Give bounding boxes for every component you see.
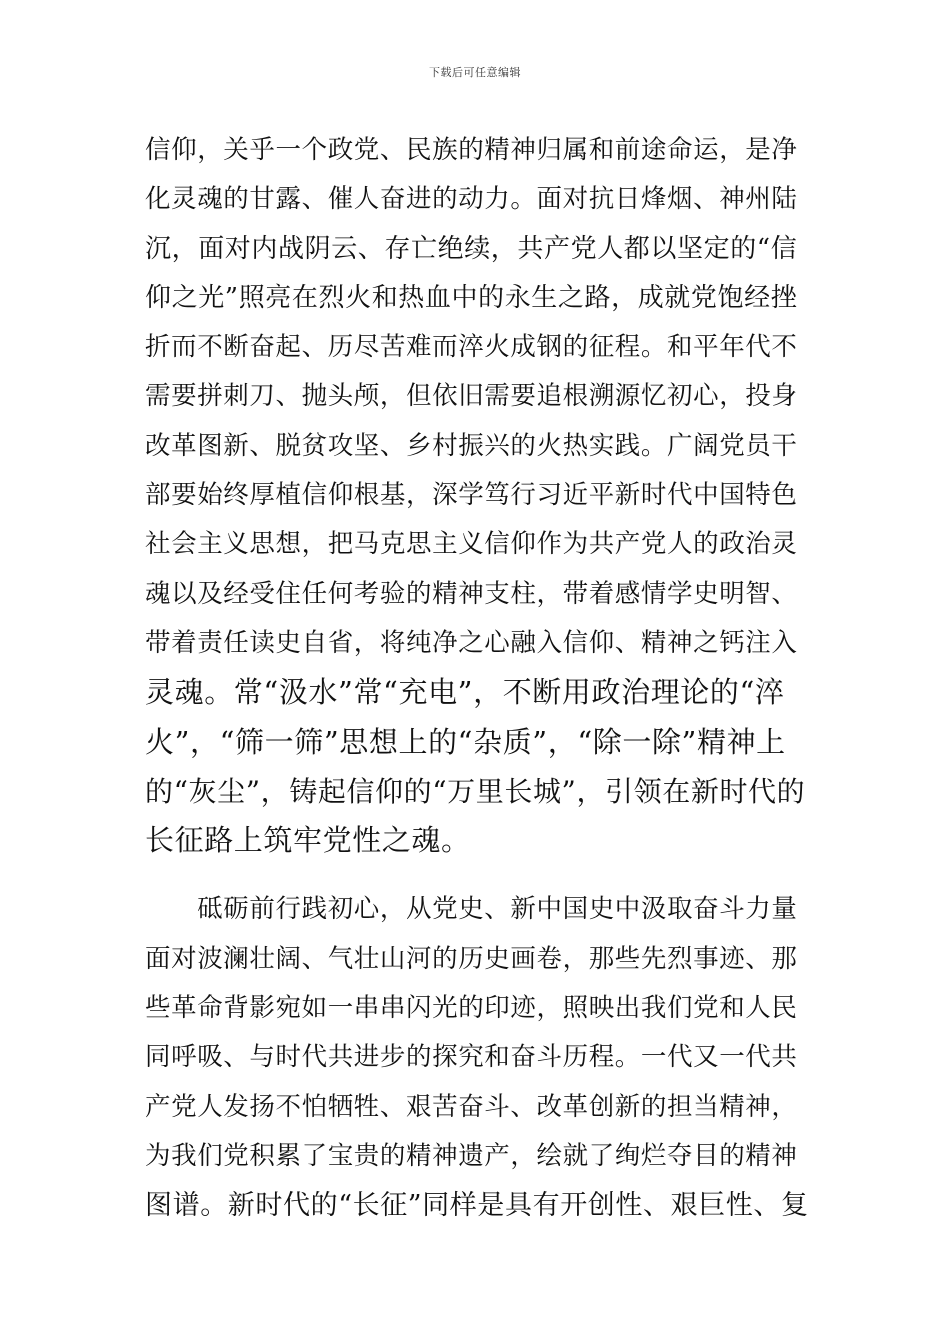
text-line: 图谱。新时代的“长征”同样是具有开创性、艰巨性、复 [145,1190,809,1222]
text-line: 仰之光”照亮在烈火和热血中的永生之路，成就党饱经挫 [145,282,798,313]
text-line: 信仰，关乎一个政党、民族的精神归属和前途命运，是净 [145,135,798,165]
text-line: 些革命背影宛如一串串闪光的印迹，照映出我们党和人民 [145,993,798,1024]
text-line: 的“灰尘”，铸起信仰的“万里长城”，引领在新时代的 [145,774,806,808]
text-line: 折而不断奋起、历尽苦难而淬火成钢的征程。和平年代不 [145,332,798,363]
text-line: 带着责任读史自省，将纯净之心融入信仰、精神之钙注入 [145,627,798,658]
text-line: 沉，面对内战阴云、存亡绝续，共产党人都以坚定的“信 [145,233,798,264]
document-body [145,126,809,1231]
text-line: 面对波澜壮阔、气壮山河的历史画卷，那些先烈事迹、那 [145,943,798,974]
text-line: 改革图新、脱贫攻坚、乡村振兴的火热实践。广阔党员干 [145,430,798,461]
text-line: 部要始终厚植信仰根基，深学笃行习近平新时代中国特色 [145,480,798,511]
text-line: 社会主义思想，把马克思主义信仰作为共产党人的政治灵 [145,529,798,560]
text-line: 为我们党积累了宝贵的精神遗产，绘就了绚烂夺目的精神 [145,1140,798,1171]
paragraph-faith [145,126,809,865]
text-line: 魂以及经受住任何考验的精神支柱，带着感情学史明智、 [145,578,798,609]
text-line: 砥砺前行践初心，从党史、新中国史中汲取奋斗力量 [145,894,798,925]
text-line: 灵魂。常“汲水”常“充电”，不断用政治理论的“淬 [145,675,785,710]
text-line: 产党人发扬不怕牺牲、艰苦奋斗、改革创新的担当精神， [145,1091,798,1122]
text-line: 需要拼刺刀、抛头颅，但依旧需要追根溯源忆初心，投身 [145,381,798,412]
text-line: 火”，“筛一筛”思想上的“杂质”，“除一除”精神上 [145,724,786,759]
text-line: 化灵魂的甘露、催人奋进的动力。面对抗日烽烟、神州陆 [145,184,798,215]
text-line: 长征路上筑牢党性之魂。 [145,823,471,858]
paragraph-practice [145,885,809,1230]
page-header: 下载后可任意编辑 [429,66,521,79]
paragraph-gap [145,865,809,885]
text-line: 同呼吸、与时代共进步的探究和奋斗历程。一代又一代共 [145,1042,798,1073]
